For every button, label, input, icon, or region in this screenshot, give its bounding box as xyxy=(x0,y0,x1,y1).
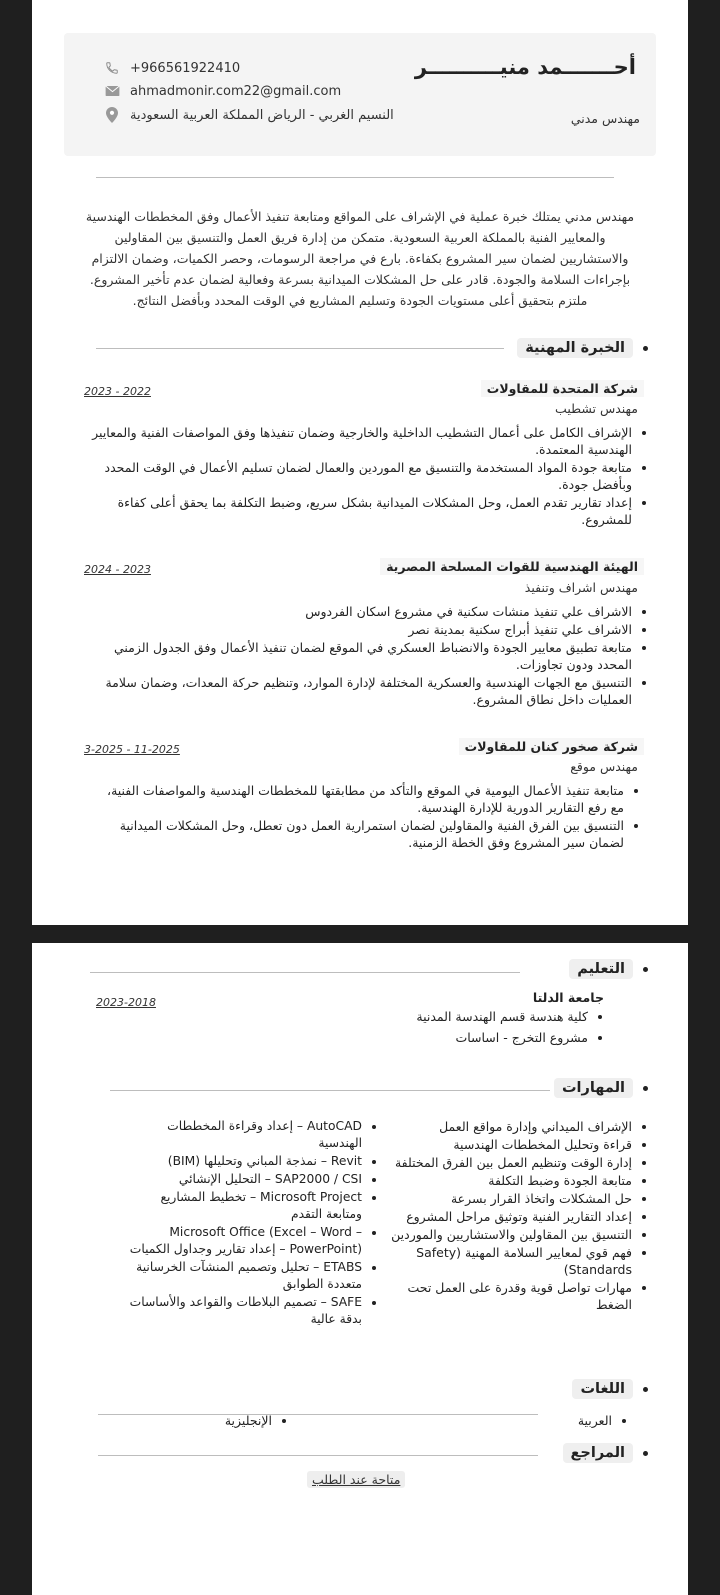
list-item: فهم قوي لمعايير السلامة المهنية (Safety Standards) xyxy=(378,1244,648,1278)
job-2-role: مهندس اشراف وتنفيذ xyxy=(524,580,638,595)
experience-heading: الخبرة المهنية xyxy=(517,338,648,358)
list-item: إعداد التقارير الفنية وتوثيق مراحل المشروع xyxy=(378,1208,648,1225)
resume-page-1 xyxy=(32,0,688,925)
section-line xyxy=(90,972,520,973)
job-3-date: 3-2025 - 11-2025 xyxy=(84,743,180,756)
job-3-duties xyxy=(90,782,640,852)
list-item: التنسيق مع الجهات الهندسية والعسكرية المختلفة لإدارة الموارد، وتنظيم حركة المعدات، وضمان سلامة العمليات داخل نطاق المشروع. xyxy=(88,674,648,708)
language-item-1 xyxy=(508,1412,628,1430)
resume-page-2 xyxy=(32,943,688,1595)
references-available-link[interactable]: متاحة عند الطلب xyxy=(307,1471,405,1488)
list-item: الاشراف علي تنفيذ منشات سكنية في مشروع اسكان الفردوس xyxy=(88,603,648,620)
list-item: ETABS – تحليل وتصميم المنشآت الخرسانية متعددة الطوابق xyxy=(128,1259,378,1293)
section-line xyxy=(98,1414,538,1415)
job-1-role: مهندس تشطيب xyxy=(555,401,638,416)
list-item: الإشراف الكامل على أعمال التشطيب الداخلية والخارجية وضمان تنفيذها وفق المواصفات الفنية والمعايير الهندسية المعتمدة. xyxy=(88,424,648,458)
phone-text[interactable]: +966561922410 xyxy=(130,60,241,76)
language-item-2 xyxy=(168,1412,288,1430)
list-item: الاشراف علي تنفيذ أبراج سكنية بمدينة نصر xyxy=(88,621,648,638)
heading-bullet xyxy=(643,346,648,351)
job-2-company: الهيئة الهندسية للقوات المسلحة المصرية xyxy=(380,558,644,575)
languages-heading: اللغات xyxy=(572,1379,648,1399)
list-item: إدارة الوقت وتنظيم العمل بين الفرق المختلفة xyxy=(378,1154,648,1171)
professional-summary: مهندس مدني يمتلك خبرة عملية في الإشراف على المواقع ومتابعة تنفيذ الأعمال وفق المخططات الهندسية والمعايير الفنية بالمملكة العربية السعودية. متمكن من إدارة فريق العمل والتنسيق بين المقاولين والاستشاريين لضمان سير المشروع بكفاءة. بارع في مراجعة الرسومات، وحصر الكميات، وضمان الالتزام بإجراءات السلامة والجودة. قادر على حل المشكلات الميدانية بسرعة وفعالية لضمان عدم تأخير المشروع. ملتزم بتحقيق أعلى مستويات الجودة وتسليم المشاريع في الوقت المحدد وبأفضل النتائج. xyxy=(85,209,635,308)
email-text[interactable]: ahmadmonir.com22@gmail.com xyxy=(130,83,342,99)
education-date: 2023-2018 xyxy=(96,996,156,1009)
contact-email xyxy=(104,81,341,101)
list-item: متابعة جودة المواد المستخدمة والتنسيق مع الموردين والعمال لضمان تسليم الأعمال في الوقت المحدد وبأفضل جودة. xyxy=(88,459,648,493)
location-text: النسيم الغربي - الرياض المملكة العربية السعودية xyxy=(130,107,394,123)
list-item: Revit – نمذجة المباني وتحليلها (BIM) xyxy=(128,1153,378,1170)
list-item: التنسيق بين المقاولين والاستشاريين والموردين xyxy=(378,1226,648,1243)
section-line xyxy=(96,348,504,349)
divider xyxy=(96,177,614,178)
heading-bullet xyxy=(643,1451,648,1456)
list-item: مشروع التخرج - اساسات xyxy=(304,1029,604,1046)
job-1-duties xyxy=(88,424,648,529)
job-1-date: 2023 - 2022 xyxy=(84,385,151,398)
list-item: حل المشكلات واتخاذ القرار بسرعة xyxy=(378,1190,648,1207)
candidate-name: أحـــــــمد منيــــــــــر xyxy=(414,55,636,79)
job-1-company: شركة المتحدة للمقاولات xyxy=(481,380,644,397)
list-item: التنسيق بين الفرق الفنية والمقاولين لضمان استمرارية العمل دون تعطل، وحل المشكلات الميدانية لضمان سير المشروع وفق الخطة الزمنية. xyxy=(90,817,640,851)
school-name: جامعة الدلتا xyxy=(532,990,604,1005)
list-item: متابعة تنفيذ الأعمال اليومية في الموقع والتأكد من مطابقتها للمخططات الهندسية والمواصفات الفنية، مع رفع التقارير الدورية للإدارة الهندسية. xyxy=(90,782,640,816)
list-item: Microsoft Office (Excel – Word – PowerPoint) – إعداد تقارير وجداول الكميات xyxy=(128,1224,378,1258)
section-line xyxy=(98,1455,538,1456)
references-heading: المراجع xyxy=(563,1443,648,1463)
list-item: مهارات تواصل قوية وقدرة على العمل تحت الضغط xyxy=(378,1279,648,1313)
contact-location xyxy=(104,105,394,125)
job-2-duties xyxy=(88,603,648,709)
header-card xyxy=(64,33,656,156)
soft-skills-list xyxy=(378,1118,648,1314)
list-item: Microsoft Project – تخطيط المشاريع ومتابعة التقدم xyxy=(128,1189,378,1223)
list-item: الإنجليزية xyxy=(168,1412,288,1429)
list-item: متابعة الجودة وضبط التكلفة xyxy=(378,1172,648,1189)
location-icon xyxy=(104,107,120,123)
email-icon xyxy=(104,83,120,99)
candidate-title: مهندس مدني xyxy=(570,111,640,126)
section-line xyxy=(110,1090,550,1091)
heading-bullet xyxy=(643,967,648,972)
list-item: متابعة تطبيق معايير الجودة والانضباط العسكري في الموقع لضمان تنفيذ الأعمال وفق الجدول الزمني المحدد ودون تجاوزات. xyxy=(88,639,648,673)
heading-bullet xyxy=(643,1086,648,1091)
list-item: إعداد تقارير تقدم العمل، وحل المشكلات الميدانية بشكل سريع، وضبط التكلفة بما يحقق أعلى كفاءة للمشروع. xyxy=(88,494,648,528)
list-item: AutoCAD – إعداد وقراءة المخططات الهندسية xyxy=(128,1118,378,1152)
list-item: العربية xyxy=(508,1412,628,1429)
list-item: SAFE – تصميم البلاطات والقواعد والأساسات بدقة عالية xyxy=(128,1294,378,1328)
list-item: كلية هندسة قسم الهندسة المدنية xyxy=(304,1008,604,1025)
education-list xyxy=(304,1008,604,1047)
education-heading: التعليم xyxy=(569,959,648,979)
skills-heading: المهارات xyxy=(554,1078,648,1098)
phone-icon xyxy=(104,60,120,76)
job-3-company: شركة صخور كنان للمقاولات xyxy=(459,738,644,755)
software-skills-list xyxy=(128,1118,378,1329)
heading-bullet xyxy=(643,1387,648,1392)
list-item: قراءة وتحليل المخططات الهندسية xyxy=(378,1136,648,1153)
contact-phone xyxy=(104,58,240,78)
job-3-role: مهندس موقع xyxy=(570,759,638,774)
list-item: الإشراف الميداني وإدارة مواقع العمل xyxy=(378,1118,648,1135)
job-2-date: 2024 - 2023 xyxy=(84,563,151,576)
list-item: SAP2000 / CSI – التحليل الإنشائي xyxy=(128,1171,378,1188)
